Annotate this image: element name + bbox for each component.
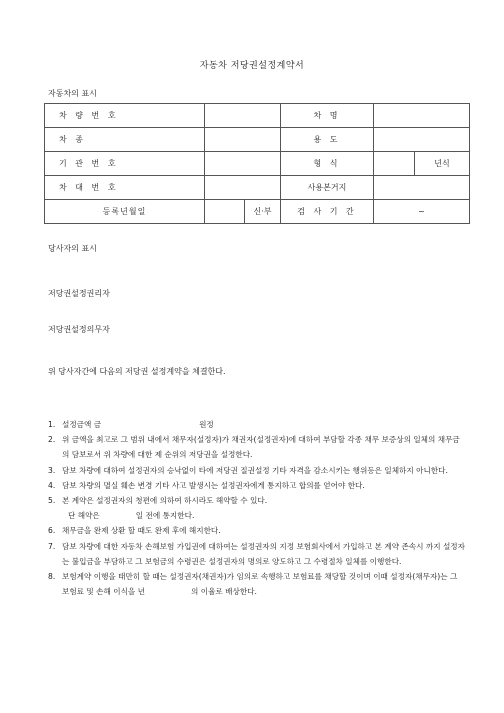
term-subtext-a: 단 해약은 <box>68 511 100 521</box>
label-inspection-period: 검 사 기 간 <box>281 200 374 224</box>
term-item <box>48 417 466 432</box>
value-engine-number <box>205 152 281 176</box>
terms-list <box>48 417 466 599</box>
value-registration-date <box>205 200 245 224</box>
term-item <box>48 478 466 493</box>
vehicle-table <box>44 103 470 224</box>
term-item <box>48 523 466 538</box>
label-vehicle-type: 차 종 <box>45 128 205 152</box>
term-amount-label: 설정금액 금 <box>62 420 102 429</box>
term-number: 1. <box>48 420 56 429</box>
mortgagor-label: 저당권설정의무자 <box>48 325 110 334</box>
term-text: 담보 차량에 대하여 설정권자의 승낙없이 타에 저당권 질권설정 기타 자격을 감소시키는 행위등은 일체하지 아니한다. <box>62 465 448 475</box>
mortgagee-label: 저당권설정권리자 <box>48 289 110 298</box>
label-usage: 용 도 <box>281 128 374 152</box>
label-vehicle-number: 차 량 번 호 <box>45 104 205 128</box>
term-number: 2. <box>48 435 56 445</box>
value-vehicle-number <box>205 104 281 128</box>
label-model: 형 식 <box>281 152 374 176</box>
label-base-location: 사용본거지 <box>281 176 374 200</box>
contract-intro: 위 당사자간에 다음의 저당권 설정계약을 체결한다. <box>48 367 226 376</box>
term-number: 5. <box>48 496 56 506</box>
label-new-used: 신·부 <box>245 200 281 224</box>
term-item <box>48 432 466 462</box>
label-vehicle-name: 차 명 <box>281 104 374 128</box>
value-chassis-number <box>205 176 281 200</box>
model-year-cell <box>374 152 470 176</box>
parties-heading: 당사자의 표시 <box>48 244 97 253</box>
term-text-b: 의 이율로 배상한다. <box>191 587 257 597</box>
table-row <box>45 176 470 200</box>
term-subtext-b: 일 전에 통지한다. <box>135 511 195 521</box>
document-title: 자동차 저당권설정계약서 <box>199 61 305 71</box>
value-usage <box>374 128 470 152</box>
label-engine-number: 기 관 번 호 <box>45 152 205 176</box>
term-number: 7. <box>48 541 56 551</box>
value-base-location <box>374 176 470 200</box>
label-model-year: 년식 <box>434 159 450 168</box>
term-item <box>48 463 466 478</box>
term-number: 4. <box>48 480 56 490</box>
term-text: 담보 차량에 대한 자동차 손해보험 가입권에 대하여는 설정권자의 지정 보험회사에서 가입하고 본 계약 존속시 까지 설정자는 불입금을 부담하고 그 보험금의 수령권은 설정권자의 명의로 양도하고 그 수령절차 일체를 이행한다. <box>62 541 465 566</box>
table-row <box>45 104 470 128</box>
term-item <box>48 539 466 569</box>
term-text: 채무금을 완제 상환 할 때도 완제 후에 해지한다. <box>62 526 221 536</box>
term-number: 6. <box>48 526 56 536</box>
table-row <box>45 128 470 152</box>
term-number: 3. <box>48 465 56 475</box>
value-vehicle-type <box>205 128 281 152</box>
table-row <box>45 152 470 176</box>
term-item <box>48 569 466 599</box>
value-inspection-period: ~ <box>374 200 470 224</box>
vehicle-section-heading: 자동차의 표시 <box>48 89 97 98</box>
term-number: 8. <box>48 572 56 582</box>
label-chassis-number: 차 대 번 호 <box>45 176 205 200</box>
value-vehicle-name <box>374 104 470 128</box>
term-item <box>48 493 466 523</box>
table-row <box>45 200 470 224</box>
term-text-a: 보험계약 이행을 태만히 할 때는 설정권자(채권자)가 임의로 속행하고 보험료를 채당할 것이며 이때 설정자(채무자)는 그 보험료 및 손해 이식을 년 <box>62 572 458 597</box>
term-text: 본 계약은 설정권자의 청편에 의하여 하시라도 해약할 수 있다. <box>62 496 268 506</box>
term-text: 위 금액을 최고로 그 범위 내에서 채무자(설정자)가 채권자(설정권자)에 대하여 부담할 각종 채무 보증상의 일체의 채무금의 담보로서 위 차량에 대한 제 순위의 저당권을 설정한다. <box>62 435 460 460</box>
label-registration-date: 등록년월일 <box>45 200 205 224</box>
term-amount-unit: 원정 <box>199 420 214 429</box>
value-model <box>374 152 415 175</box>
term-text: 담보 차량의 멸실 훼손 변경 기타 사고 발생시는 설정권자에게 통지하고 합의를 얻어야 한다. <box>62 480 365 490</box>
